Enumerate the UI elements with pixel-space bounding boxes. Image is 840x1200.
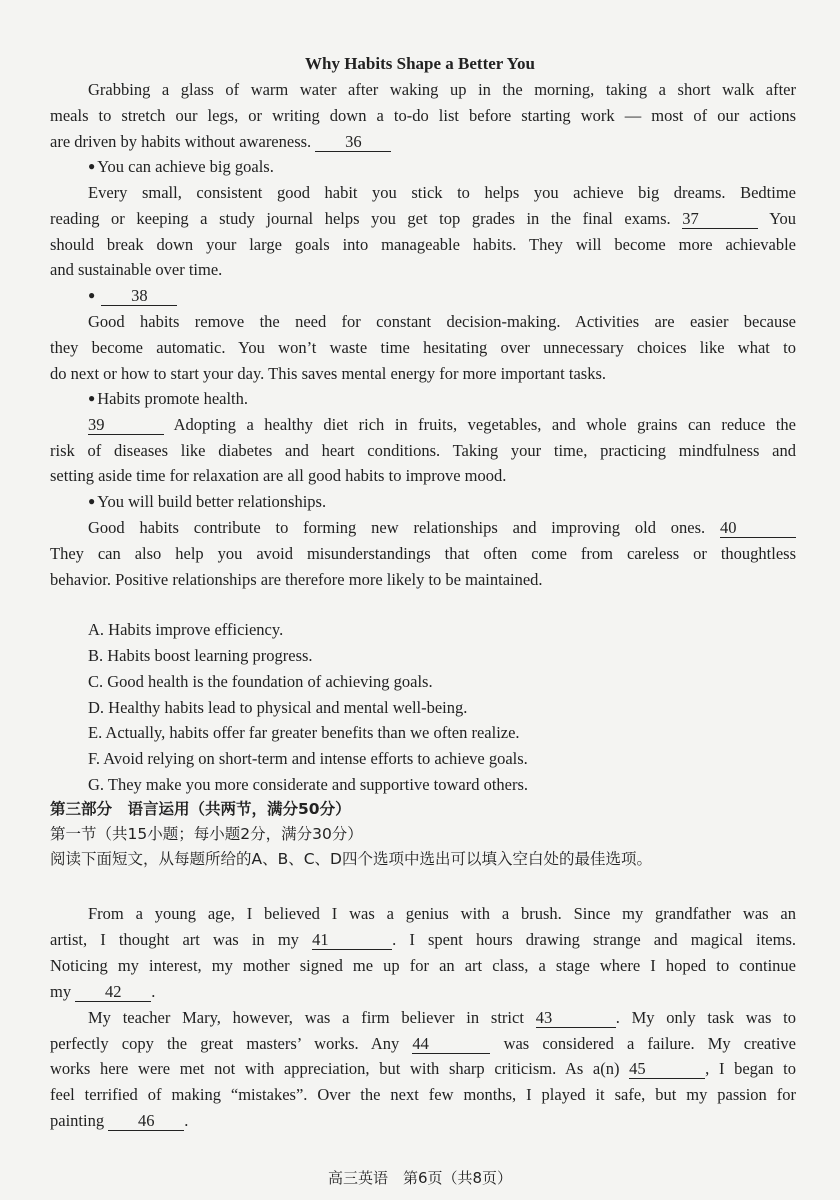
blank-45[interactable]: 45	[629, 1060, 705, 1079]
c2-text-c: perfectly copy the great masters’ works. Any	[50, 1034, 400, 1053]
c1-text-b: . I spent hours drawing strange and magical items.	[392, 930, 797, 949]
blank-43[interactable]: 43	[536, 1009, 616, 1028]
p5-line3: behavior. Positive relationships are therefore more likely to be maintained.	[50, 570, 543, 589]
c2-text-e: works here were met not with appreciation, but with sharp criticism. As a(n)	[50, 1059, 620, 1078]
c1-line4	[50, 982, 796, 1002]
option-c[interactable]: C. Good health is the foundation of achieving goals.	[88, 672, 433, 691]
heading-text: You can achieve big goals.	[97, 157, 274, 176]
p1-text: are driven by habits without awareness.	[50, 132, 312, 151]
passage-title: Why Habits Shape a Better You	[305, 54, 535, 73]
option-g[interactable]: G. They make you more considerate and supportive toward others.	[88, 775, 529, 794]
p2-line1: Every small, consistent good habit you stick to helps you achieve big dreams. Bedtime	[88, 183, 796, 202]
section-heading: 第三部分 语言运用（共两节，满分50分）	[50, 800, 351, 818]
blank-39[interactable]: 39	[88, 416, 164, 435]
p1-line2: meals to stretch our legs, or writing down a to-do list before starting work — most of our actions	[50, 106, 796, 125]
c1-text-c: my	[50, 982, 72, 1001]
heading-text: You will build better relationships.	[97, 492, 327, 511]
c2-line1	[88, 1008, 796, 1028]
c2-text-a: My teacher Mary, however, was a firm believer in strict	[88, 1008, 524, 1027]
heading-38	[88, 286, 834, 307]
c2-line2	[50, 1034, 796, 1054]
c2-line3	[50, 1059, 796, 1079]
p5-text: Good habits contribute to forming new relationships and improving old ones.	[88, 518, 706, 537]
p4-line2: risk of diseases like diabetes and heart conditions. Taking your time, practicing mindfulness and	[50, 441, 796, 460]
p3-line3: do next or how to start your day. This saves mental energy for more important tasks.	[50, 364, 606, 383]
heading-text: Habits promote health.	[97, 389, 249, 408]
p2-line4: and sustainable over time.	[50, 260, 223, 279]
section-instruction: 阅读下面短文，从每题所给的A、B、C、D四个选项中选出可以填入空白处的最佳选项。	[50, 850, 652, 868]
p3-line1: Good habits remove the need for constant decision-making. Activities are easier because	[88, 312, 796, 331]
section-subheading: 第一节（共15小题；每小题2分，满分30分）	[50, 825, 363, 843]
option-d[interactable]: D. Healthy habits lead to physical and mental well-being.	[88, 698, 468, 717]
bullet-icon: ●	[88, 391, 96, 405]
option-e[interactable]: E. Actually, habits offer far greater benefits than we often realize.	[88, 723, 520, 742]
bullet-icon: ●	[88, 288, 96, 302]
option-f[interactable]: F. Avoid relying on short-term and intense efforts to achieve goals.	[88, 749, 528, 768]
p2-line3: should break down your large goals into manageable habits. They will become more achievable	[50, 235, 796, 254]
heading-big-goals	[88, 157, 834, 178]
blank-42[interactable]: 42	[75, 983, 151, 1002]
page-footer: 高三英语 第6页（共8页）	[327, 1169, 513, 1187]
option-a[interactable]: A. Habits improve efficiency.	[88, 620, 284, 639]
heading-relationships	[88, 492, 834, 513]
c2-text-h: .	[184, 1111, 189, 1130]
blank-41[interactable]: 41	[312, 931, 392, 950]
p1-line3	[50, 132, 796, 152]
p4-text: Adopting a healthy diet rich in fruits, vegetables, and whole grains can reduce the	[173, 415, 796, 434]
c2-text-g: painting	[50, 1111, 105, 1130]
p5-line2: They can also help you avoid misunderstandings that often come from careless or thoughtless	[50, 544, 796, 563]
p2-text-a: reading or keeping a study journal helps you get top grades in the final exams.	[50, 209, 671, 228]
c2-text-b: . My only task was to	[615, 1008, 796, 1027]
c1-line2	[50, 930, 796, 950]
blank-37[interactable]: 37	[682, 210, 758, 229]
c2-line4: feel terrified of making “mistakes”. Over the next few months, I played it safe, but my passion for	[50, 1085, 796, 1104]
blank-44[interactable]: 44	[412, 1035, 490, 1054]
p5-line1	[88, 518, 796, 538]
option-b[interactable]: B. Habits boost learning progress.	[88, 646, 313, 665]
c1-line1: From a young age, I believed I was a genius with a brush. Since my grandfather was an	[88, 904, 796, 923]
p1-line1: Grabbing a glass of warm water after waking up in the morning, taking a short walk after	[88, 80, 796, 99]
p3-line2: they become automatic. You won’t waste time hesitating over unnecessary choices like what to	[50, 338, 796, 357]
blank-46[interactable]: 46	[108, 1112, 184, 1131]
p2-line2	[50, 209, 796, 229]
blank-36[interactable]: 36	[315, 133, 391, 152]
c2-text-f: , I began to	[705, 1059, 796, 1078]
bullet-icon: ●	[88, 494, 96, 508]
blank-38[interactable]: 38	[101, 287, 177, 306]
p4-line3: setting aside time for relaxation are all good habits to improve mood.	[50, 466, 507, 485]
blank-40[interactable]: 40	[720, 519, 796, 538]
heading-health	[88, 389, 834, 410]
p4-line1	[88, 415, 796, 435]
c1-text-d: .	[151, 982, 156, 1001]
p2-text-b: You	[769, 209, 796, 228]
c1-text-a: artist, I thought art was in my	[50, 930, 299, 949]
bullet-icon: ●	[88, 159, 96, 173]
c2-text-d: was considered a failure. My creative	[503, 1034, 796, 1053]
c2-line5	[50, 1111, 796, 1131]
c1-line3: Noticing my interest, my mother signed me up for an art class, a stage where I hoped to continue	[50, 956, 796, 975]
